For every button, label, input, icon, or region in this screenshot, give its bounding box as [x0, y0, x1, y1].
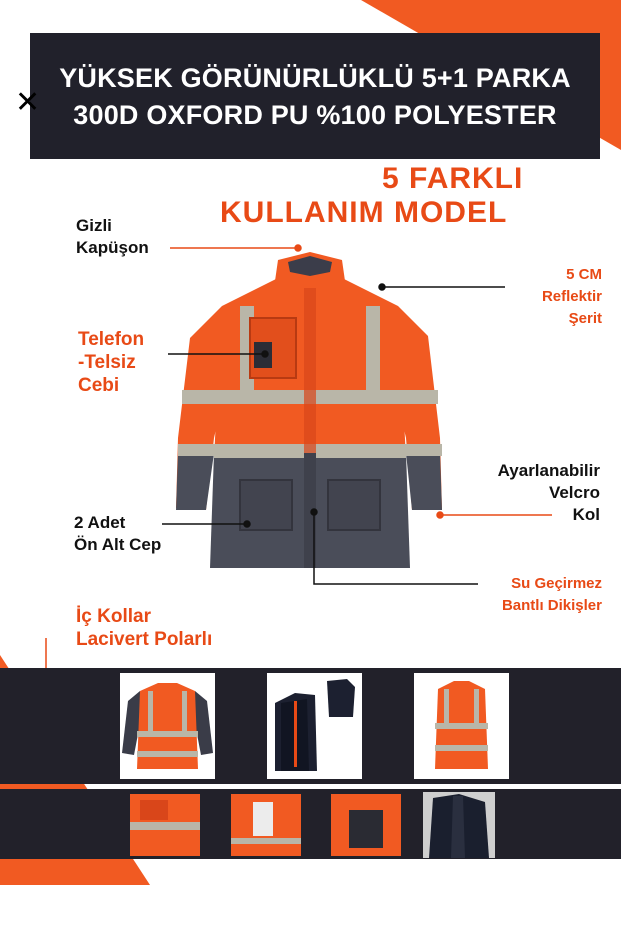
detail-photo-image	[130, 794, 200, 856]
callout-reflective	[500, 264, 602, 330]
detail-photo-image	[231, 794, 301, 856]
title-line-2: 300D OXFORD PU %100 POLYESTER	[73, 100, 557, 130]
detail-photo-reflective-pocket	[130, 794, 200, 856]
detail-photos-band	[0, 789, 621, 859]
usage-photo-image	[414, 673, 509, 779]
callout-seams	[440, 573, 602, 617]
callout-reflective-line-2: Reflektir	[541, 288, 602, 305]
detail-photo-phone-pocket	[231, 794, 301, 856]
callout-pockets-line-2: Ön Alt Cep	[74, 535, 162, 554]
callout-front-pockets	[74, 512, 161, 556]
callout-phone-line-3: Cebi	[78, 375, 120, 396]
detail-photo-image	[423, 792, 495, 858]
callout-seams-line-2: Bantlı Dikişler	[501, 597, 602, 614]
headline-line-2: KULLANIM MODEL	[220, 196, 508, 229]
callout-hood	[76, 215, 149, 259]
callout-velcro	[455, 460, 600, 526]
headline-line-1: 5 FARKLI	[382, 162, 524, 195]
callout-reflective-line-3: Şerit	[568, 310, 602, 327]
callout-phone-line-1: Telefon	[78, 329, 145, 350]
x-mark-icon: ✕	[15, 86, 41, 119]
callout-collar-line-1: İç Kollar	[76, 606, 151, 627]
callout-velcro-line-1: Ayarlanabilir	[497, 461, 600, 480]
callout-collar-line-2: Lacivert Polarlı	[76, 629, 213, 650]
usage-photo-parka-with-sleeves	[120, 673, 215, 779]
callout-reflective-line-1: 5 CM	[566, 266, 602, 283]
detail-photo-image	[331, 794, 401, 856]
callout-velcro-line-3: Kol	[572, 505, 600, 524]
callout-hood-line-2: Kapüşon	[76, 238, 149, 257]
usage-photo-image	[120, 673, 215, 779]
callout-velcro-line-2: Velcro	[548, 483, 600, 502]
callout-phone-line-2: -Telsiz	[78, 352, 136, 373]
callout-seams-line-1: Su Geçirmez	[511, 575, 602, 592]
usage-photo-vest	[414, 673, 509, 779]
detail-photo-inner-pocket	[331, 794, 401, 856]
callout-pockets-line-1: 2 Adet	[74, 513, 126, 532]
callout-hood-line-1: Gizli	[76, 216, 112, 235]
callout-inner-collar	[76, 605, 212, 651]
detail-photo-fleece-lining	[423, 792, 495, 858]
usage-photo-inner-fleece	[267, 673, 362, 779]
title-line-1: YÜKSEK GÖRÜNÜRLÜKLÜ 5+1 PARKA	[59, 63, 571, 93]
usage-photo-image	[267, 673, 362, 779]
callout-phone-pocket	[78, 328, 144, 397]
